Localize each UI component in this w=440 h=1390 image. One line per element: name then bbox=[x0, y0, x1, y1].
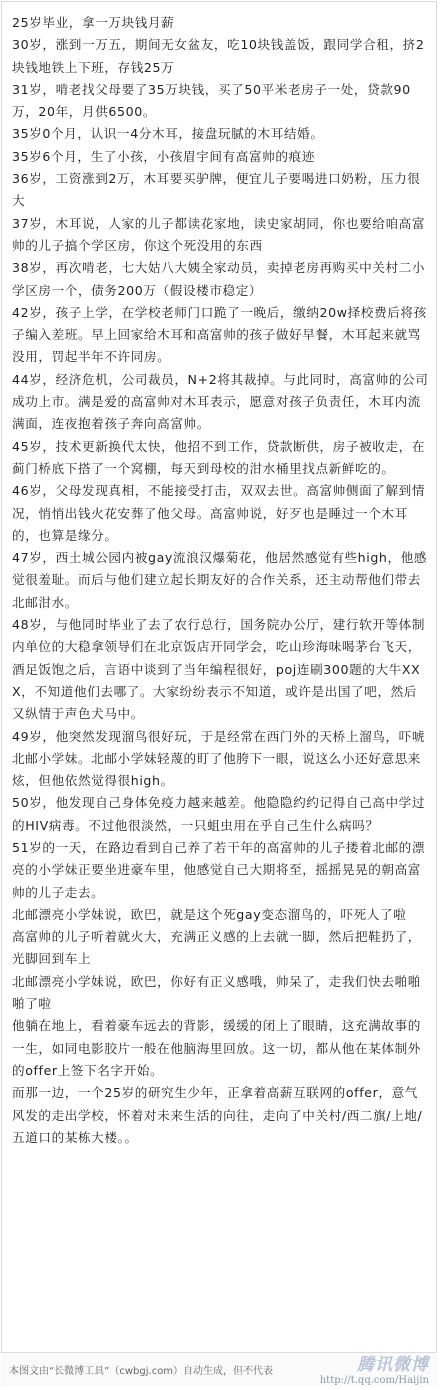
paragraph: 42岁，孩子上学，在学校老师门口跪了一晚后，缴纳20w择校费后将孩子编入差班。早上回家给木耳和高富帅的孩子做好早餐，木耳起来就骂没用，罚起半年不许同房。 bbox=[12, 304, 427, 365]
paragraph: 30岁，涨到一万五，期间无女盆友，吃10块钱盖饭，跟同学合租，挤2块钱地铁上下班，存钱25万 bbox=[12, 37, 425, 75]
watermark-title: 腾讯微博 bbox=[357, 1355, 429, 1375]
paragraph: 他躺在地上，看着豪车远去的背影，缓缓的闭上了眼睛，这充满故事的一生，如同电影胶片一般在他脑海里回放。这一切，都从他在某体制外的offer上签下名字开始。 bbox=[12, 1018, 422, 1078]
paragraph: 北邮漂亮小学妹说，欧巴，你好有正义感哦，帅呆了，走我们快去啪啪啪了啦 bbox=[12, 973, 422, 1012]
paragraph: 46岁，父母发现真相，不能接受打击，双双去世。高富帅侧面了解到情况，悄悄出钱火花安葬了他父母。高富帅说，好歹也是睡过一个木耳的，也算是缘分。 bbox=[12, 483, 426, 543]
watermark-url: http://t.qq.com/Haijin bbox=[319, 1374, 429, 1386]
paragraph: 45岁，技术更新换代太快，他招不到工作，贷款断供，房子被收走，在蓟门桥底下搭了一个窝棚，每天到母校的泔水桶里找点新鲜吃的。 bbox=[12, 438, 426, 476]
paragraph: 48岁，与他同时毕业了去了农行总行，国务院办公厅，建行软开等体制内单位的大稳拿领导们在北京饭店开同学会，吃山珍海味喝茅台飞天，酒足饭饱之后，言语中谈到了当年编程很好，poj连刷300题的大牛XXX，不知道他们去哪了。大家纷纷表示不知道，或许是出国了吧，然后又纵情于声色犬马中。 bbox=[12, 617, 426, 722]
generator-credit: 本图文由“长微博工具”（cwbgj.com）自动生成，但不代表 bbox=[9, 1366, 274, 1377]
paragraph: 高富帅的儿子听着就火大，充满正义感的上去就一脚，然后把鞋扔了，光脚回到车上 bbox=[12, 929, 422, 967]
article-body bbox=[12, 12, 430, 1149]
paragraph: 38岁，再次啃老，七大姑八大姨全家动员，卖掉老房再购买中关村二小学区房一个，债务200万（假设楼市稳定） bbox=[12, 260, 426, 298]
paragraph: 25岁毕业，拿一万块钱月薪 bbox=[12, 15, 175, 30]
paragraph: 35岁6个月，生了小孩，小孩眉宇间有高富帅的痕迹 bbox=[12, 148, 315, 164]
paragraph: 35岁0个月，认识一4分木耳，接盘玩腻的木耳结婚。 bbox=[12, 126, 324, 142]
footer-bar bbox=[1, 1352, 437, 1387]
paragraph: 37岁，木耳说，人家的儿子都读花家地，读史家胡同，你也要给咱高富帅的儿子搞个学区房，你这个死没用的东西 bbox=[12, 215, 426, 253]
paragraph: 49岁，他突然发现溜鸟很好玩，于是经常在西门外的天桥上溜鸟，吓唬北邮小学妹。北邮小学妹轻蔑的盯了他胯下一眼，说这么小还好意思来炫，但他依然觉得很high。 bbox=[12, 728, 426, 789]
paragraph: 50岁，他发现自己身体免疫力越来越差。他隐隐约约记得自己高中学过的HIV病毒。不过他很淡然，一只蛆虫用在乎自己生什么病吗？ bbox=[12, 795, 426, 833]
paragraph: 36岁，工资涨到2万，木耳要买驴牌，便宜儿子要喝进口奶粉，压力很大 bbox=[12, 171, 421, 209]
paragraph: 而那一边，一个25岁的研究生少年，正拿着高薪互联网的offer，意气风发的走出学校，怀着对未来生活的向往，走向了中关村/西二旗/上地/五道口的某栋大楼。。 bbox=[12, 1085, 423, 1145]
paragraph: 51岁的一天，在路边看到自己养了若干年的高富帅的儿子搂着北邮的漂亮的小学妹正要坐进豪车里，他感觉自己大期将至，摇摇晃晃的朝高富帅的儿子走去。 bbox=[12, 839, 426, 900]
paragraph: 31岁，啃老找父母要了35万块钱，买了50平米老房子一处，贷款90万，20年，月供6500。 bbox=[12, 81, 411, 120]
paragraph: 47岁，西土城公园内被gay流浪汉爆菊花，他居然感觉有些high，他感觉很羞耻。而后与他们建立起长期友好的合作关系，还主动帮他们带去北邮泔水。 bbox=[12, 550, 428, 610]
watermark bbox=[320, 1356, 429, 1386]
paragraph: 44岁，经济危机，公司裁员，N+2将其裁掉。与此同时，高富帅的公司成功上市。满是爱的高富帅对木耳表示，愿意对孩子负责任，木耳内流满面，连夜抱着孩子奔向高富帅。 bbox=[12, 371, 429, 432]
paragraph: 北邮漂亮小学妹说，欧巴，就是这个死gay变态溜鸟的，吓死人了啦 bbox=[12, 906, 407, 922]
